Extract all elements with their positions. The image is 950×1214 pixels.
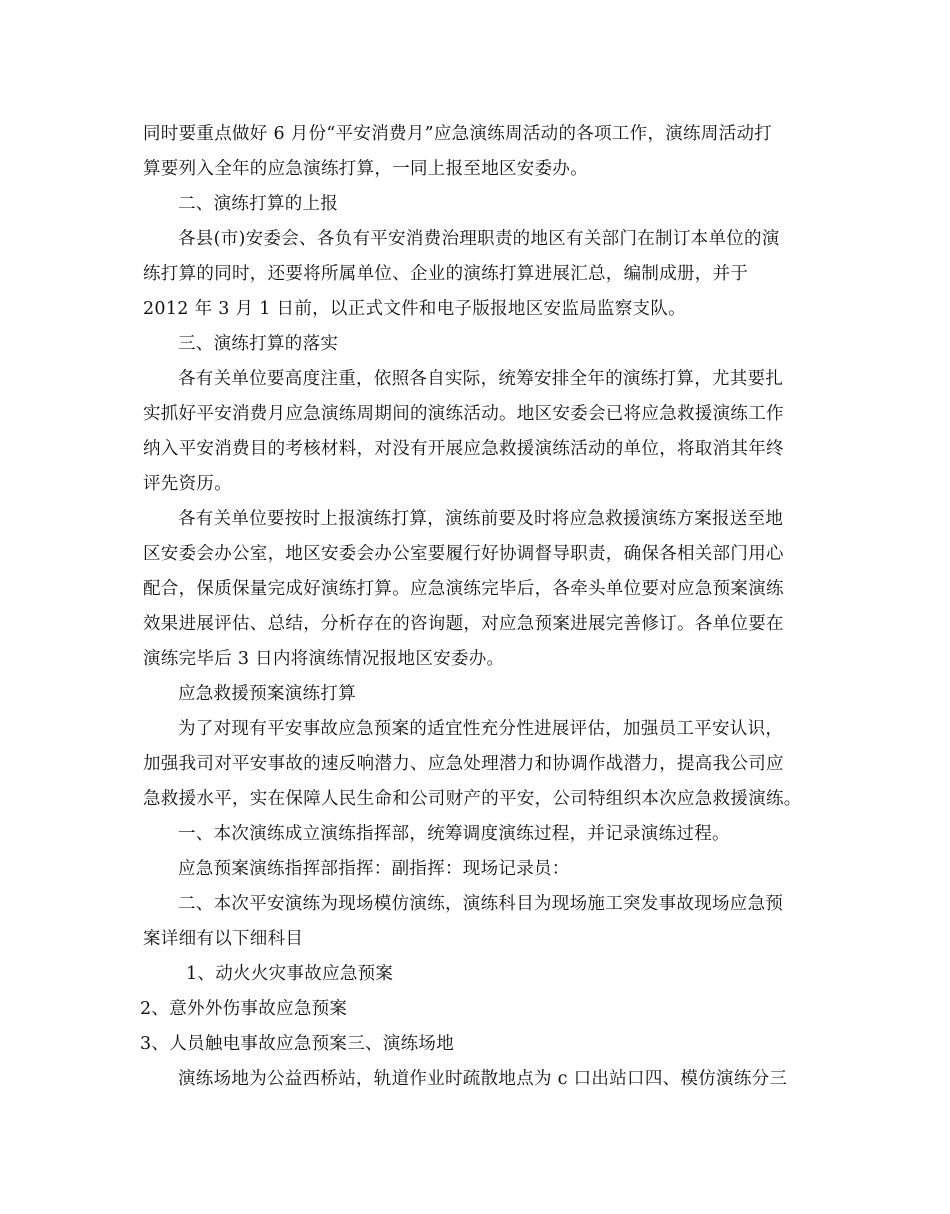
- list-item: 3、人员触电事故应急预案三、演练场地: [140, 1034, 455, 1054]
- paragraph-line: 区安委会办公室，地区安委会办公室要履行好协调督导职责，确保各相关部门用心: [143, 544, 784, 564]
- paragraph-line: 案详细有以下细科目: [143, 929, 304, 949]
- paragraph-line: 同时要重点做好 6 月份“平安消费月”应急演练周活动的各项工作，演练周活动打: [143, 124, 773, 144]
- paragraph-line: 加强我司对平安事故的速反响潜力、应急处理潜力和协调作战潜力，提高我公司应: [143, 754, 784, 774]
- paragraph-line: 2012 年 3 月 1 日前，以正式文件和电子版报地区安监局监察支队。: [143, 299, 686, 319]
- section-heading: 应急救援预案演练打算: [178, 684, 356, 704]
- paragraph-line: 配合，保质保量完成好演练打算。应急演练完毕后，各牵头单位要对应急预案演练: [143, 579, 784, 599]
- section-heading: 三、演练打算的落实: [178, 334, 339, 354]
- paragraph-line: 算要列入全年的应急演练打算，一同上报至地区安委办。: [143, 159, 588, 179]
- paragraph-line: 演练场地为公益西桥站，轨道作业时疏散地点为 c 口出站口四、模仿演练分三: [178, 1069, 788, 1089]
- paragraph-line: 演练完毕后 3 日内将演练情况报地区安委办。: [143, 649, 505, 669]
- paragraph-line: 一、本次演练成立演练指挥部，统筹调度演练过程，并记录演练过程。: [178, 824, 730, 844]
- paragraph-line: 纳入平安消费目的考核材料，对没有开展应急救援演练活动的单位，将取消其年终: [143, 439, 784, 459]
- paragraph-line: 各有关单位要高度注重，依照各自实际，统筹安排全年的演练打算，尤其要扎: [178, 369, 784, 389]
- paragraph-line: 练打算的同时，还要将所属单位、企业的演练打算进展汇总，编制成册，并于: [143, 264, 749, 284]
- paragraph-line: 二、本次平安演练为现场模仿演练，演练科目为现场施工突发事故现场应急预: [178, 894, 784, 914]
- list-item: 1、动火火灾事故应急预案: [186, 964, 394, 984]
- paragraph-line: 为了对现有平安事故应急预案的适宜性充分性进展评估，加强员工平安认识，: [178, 719, 784, 739]
- paragraph-line: 各县(市)安委会、各负有平安消费治理职责的地区有关部门在制订本单位的演: [178, 229, 780, 249]
- paragraph-line: 应急预案演练指挥部指挥：副指挥：现场记录员：: [178, 859, 570, 879]
- paragraph-line: 急救援水平，实在保障人民生命和公司财产的平安，公司特组织本次应急救援演练。: [143, 789, 802, 809]
- paragraph-line: 实抓好平安消费月应急演练周期间的演练活动。地区安委会已将应急救援演练工作: [143, 404, 784, 424]
- paragraph-line: 各有关单位要按时上报演练打算，演练前要及时将应急救援演练方案报送至地: [178, 509, 784, 529]
- paragraph-line: 效果进展评估、总结，分析存在的咨询题，对应急预案进展完善修订。各单位要在: [143, 614, 784, 634]
- paragraph-line: 评先资历。: [143, 474, 232, 494]
- list-item: 2、意外外伤事故应急预案: [140, 999, 348, 1019]
- section-heading: 二、演练打算的上报: [178, 194, 339, 214]
